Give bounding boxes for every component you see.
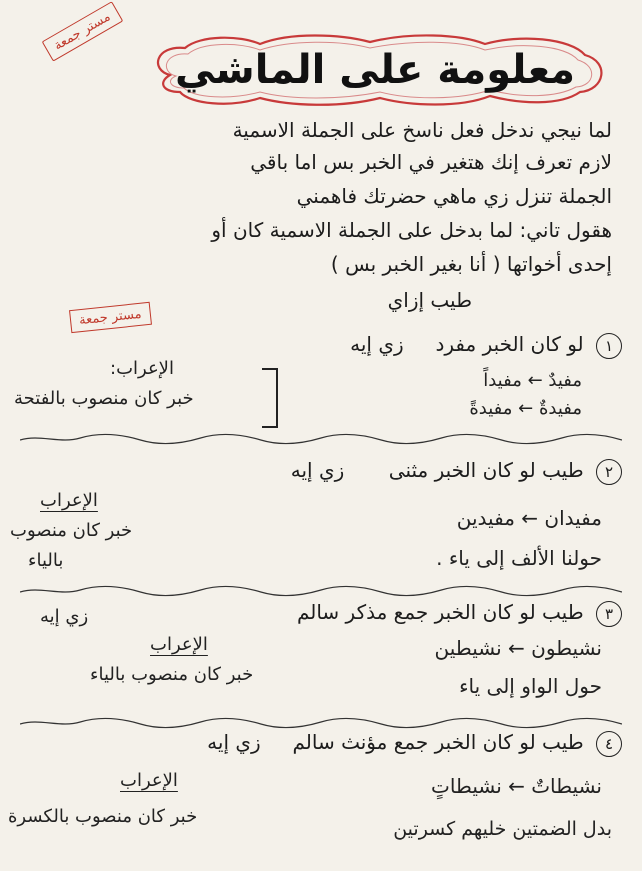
section-2-irab-2: بالياء (28, 550, 64, 571)
section-1-example-2: مفيدةٌ ← مفيدةً (469, 398, 582, 419)
separator-3 (20, 716, 622, 730)
intro-line-5: إحدى أخواتها ( أنا بغير الخبر بس ) (330, 252, 612, 276)
section-3-title: طيب لو كان الخبر جمع مذكر سالم (296, 600, 584, 624)
section-1-irab: خبر كان منصوب بالفتحة (14, 388, 194, 409)
section-4-example: نشيطاتٌ ← نشيطاتٍ (430, 774, 602, 798)
separator-2 (20, 584, 622, 598)
section-4-irab: خبر كان منصوب بالكسرة (8, 806, 198, 827)
page-title: معلومة على الماشي (174, 47, 576, 93)
separator-1 (20, 432, 622, 446)
section-4-note: بدل الضمتين خليهم كسرتين (393, 818, 612, 840)
section-4-irab-label: الإعراب (120, 770, 178, 791)
section-3-heading (297, 600, 622, 627)
section-2-irab-label: الإعراب (40, 490, 98, 511)
intro-line-6: طيب إزاي (387, 288, 472, 312)
section-3-note: حول الواو إلى ياء (459, 674, 602, 698)
stamp-middle: مستر جمعة (69, 302, 152, 333)
section-3-number: ٣ (596, 601, 622, 627)
section-4-number: ٤ (596, 731, 622, 757)
section-1-example-1: مفيدٌ ← مفيداً (483, 370, 582, 391)
section-2-example: مفيدان ← مفيدين (456, 506, 602, 530)
intro-line-1: لما نيجي ندخل فعل ناسخ على الجملة الاسمية (232, 118, 612, 142)
section-1-bracket (262, 368, 278, 428)
section-2-note: حولنا الألف إلى ياء . (436, 546, 602, 570)
section-2-heading (291, 458, 622, 485)
section-1-title: لو كان الخبر مفرد (435, 332, 584, 356)
intro-line-2: لازم تعرف إنك هتغير في الخبر بس اما باقي (250, 150, 612, 174)
section-2-irab-1: خبر كان منصوب (10, 520, 133, 541)
intro-line-3: الجملة تنزل زي ماهي حضرتك فاهمني (296, 184, 612, 208)
intro-line-4: هقول تاني: لما بدخل على الجملة الاسمية كان أو (211, 218, 612, 242)
stamp-top: مستر جمعة (42, 1, 123, 61)
section-4-title: طيب لو كان الخبر جمع مؤنث سالم (292, 730, 584, 754)
section-2-ask: زي إيه (290, 458, 345, 482)
section-3-example: نشيطون ← نشيطين (434, 636, 602, 660)
section-1-irab-label: الإعراب: (110, 358, 174, 379)
section-3-irab-label: الإعراب (150, 634, 208, 655)
section-4-heading (207, 730, 622, 757)
section-1-heading (350, 332, 622, 359)
section-4-ask: زي إيه (207, 730, 261, 754)
section-1-ask: زي إيه (350, 332, 404, 356)
section-1-number: ١ (596, 333, 622, 359)
section-3-ask: زي إيه (40, 606, 89, 627)
section-2-number: ٢ (596, 459, 622, 485)
section-2-title: طيب لو كان الخبر مثنى (388, 458, 584, 482)
section-3-irab: خبر كان منصوب بالياء (90, 664, 254, 685)
title-cloud (140, 30, 610, 110)
